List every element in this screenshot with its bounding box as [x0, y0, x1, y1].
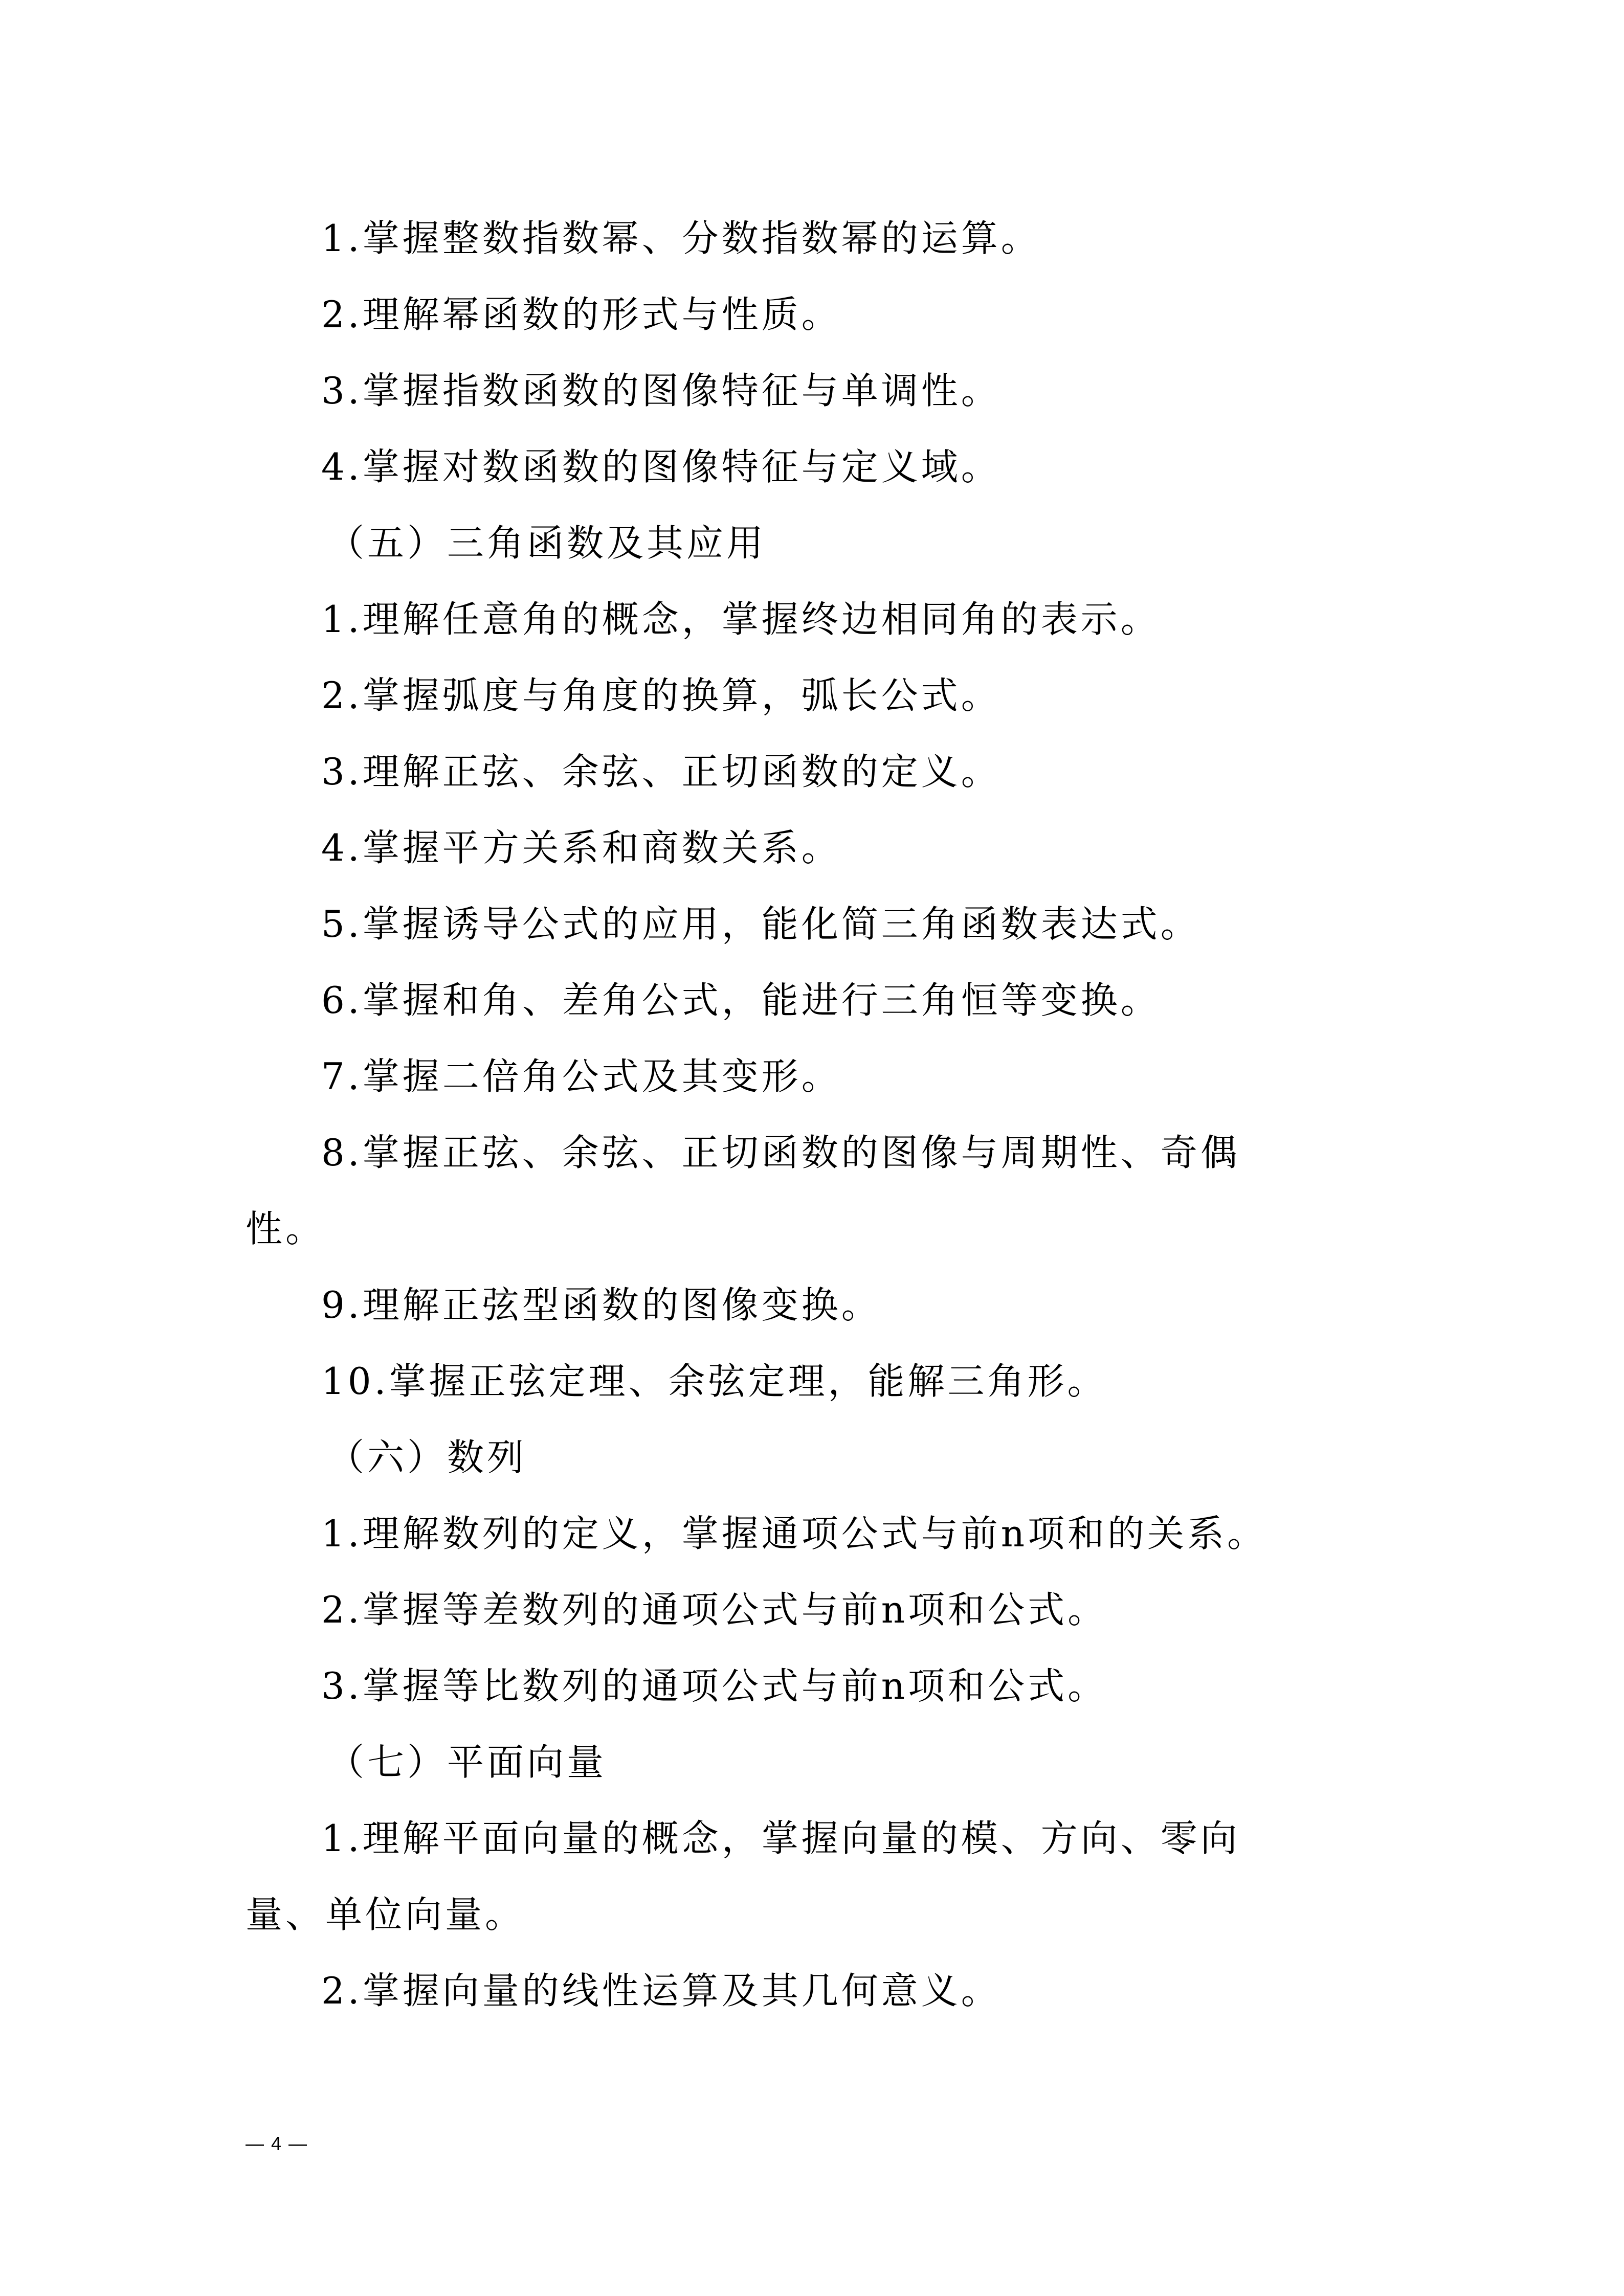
sequence-item-3: 3.掌握等比数列的通项公式与前n项和公式。: [321, 1664, 1108, 1707]
section-heading-trigonometry: （五）三角函数及其应用: [327, 522, 767, 565]
exponent-item-2: 2.理解幂函数的形式与性质。: [321, 293, 841, 336]
trig-item-2: 2.掌握弧度与角度的换算，弧长公式。: [321, 674, 1001, 717]
trig-item-7: 7.掌握二倍角公式及其变形。: [321, 1055, 841, 1098]
vector-item-1-continuation: 量、单位向量。: [246, 1893, 525, 1936]
trig-item-9: 9.理解正弦型函数的图像变换。: [321, 1284, 881, 1326]
trig-item-8-continuation: 性。: [246, 1207, 326, 1250]
trig-item-10: 10.掌握正弦定理、余弦定理，能解三角形。: [321, 1360, 1107, 1403]
trig-item-5: 5.掌握诱导公式的应用，能化简三角函数表达式。: [321, 903, 1200, 946]
section-heading-vectors: （七）平面向量: [327, 1741, 607, 1784]
sequence-item-1: 1.理解数列的定义，掌握通项公式与前n项和的关系。: [321, 1512, 1267, 1555]
trig-item-6: 6.掌握和角、差角公式，能进行三角恒等变换。: [321, 979, 1161, 1022]
section-heading-sequences: （六）数列: [327, 1436, 527, 1479]
vector-item-2: 2.掌握向量的线性运算及其几何意义。: [321, 1969, 1001, 2012]
exponent-item-3: 3.掌握指数函数的图像特征与单调性。: [321, 369, 1001, 412]
sequence-item-2: 2.掌握等差数列的通项公式与前n项和公式。: [321, 1588, 1108, 1631]
document-body: [246, 200, 1381, 2029]
page-number: — 4 —: [246, 2133, 308, 2154]
exponent-item-1: 1.掌握整数指数幂、分数指数幂的运算。: [321, 217, 1041, 260]
trig-item-8: 8.掌握正弦、余弦、正切函数的图像与周期性、奇偶: [321, 1131, 1240, 1174]
vector-item-1: 1.理解平面向量的概念，掌握向量的模、方向、零向: [321, 1817, 1240, 1860]
trig-item-3: 3.理解正弦、余弦、正切函数的定义。: [321, 750, 1001, 793]
exponent-item-4: 4.掌握对数函数的图像特征与定义域。: [321, 445, 1001, 488]
trig-item-1: 1.理解任意角的概念，掌握终边相同角的表示。: [321, 598, 1161, 641]
trig-item-4: 4.掌握平方关系和商数关系。: [321, 826, 841, 869]
